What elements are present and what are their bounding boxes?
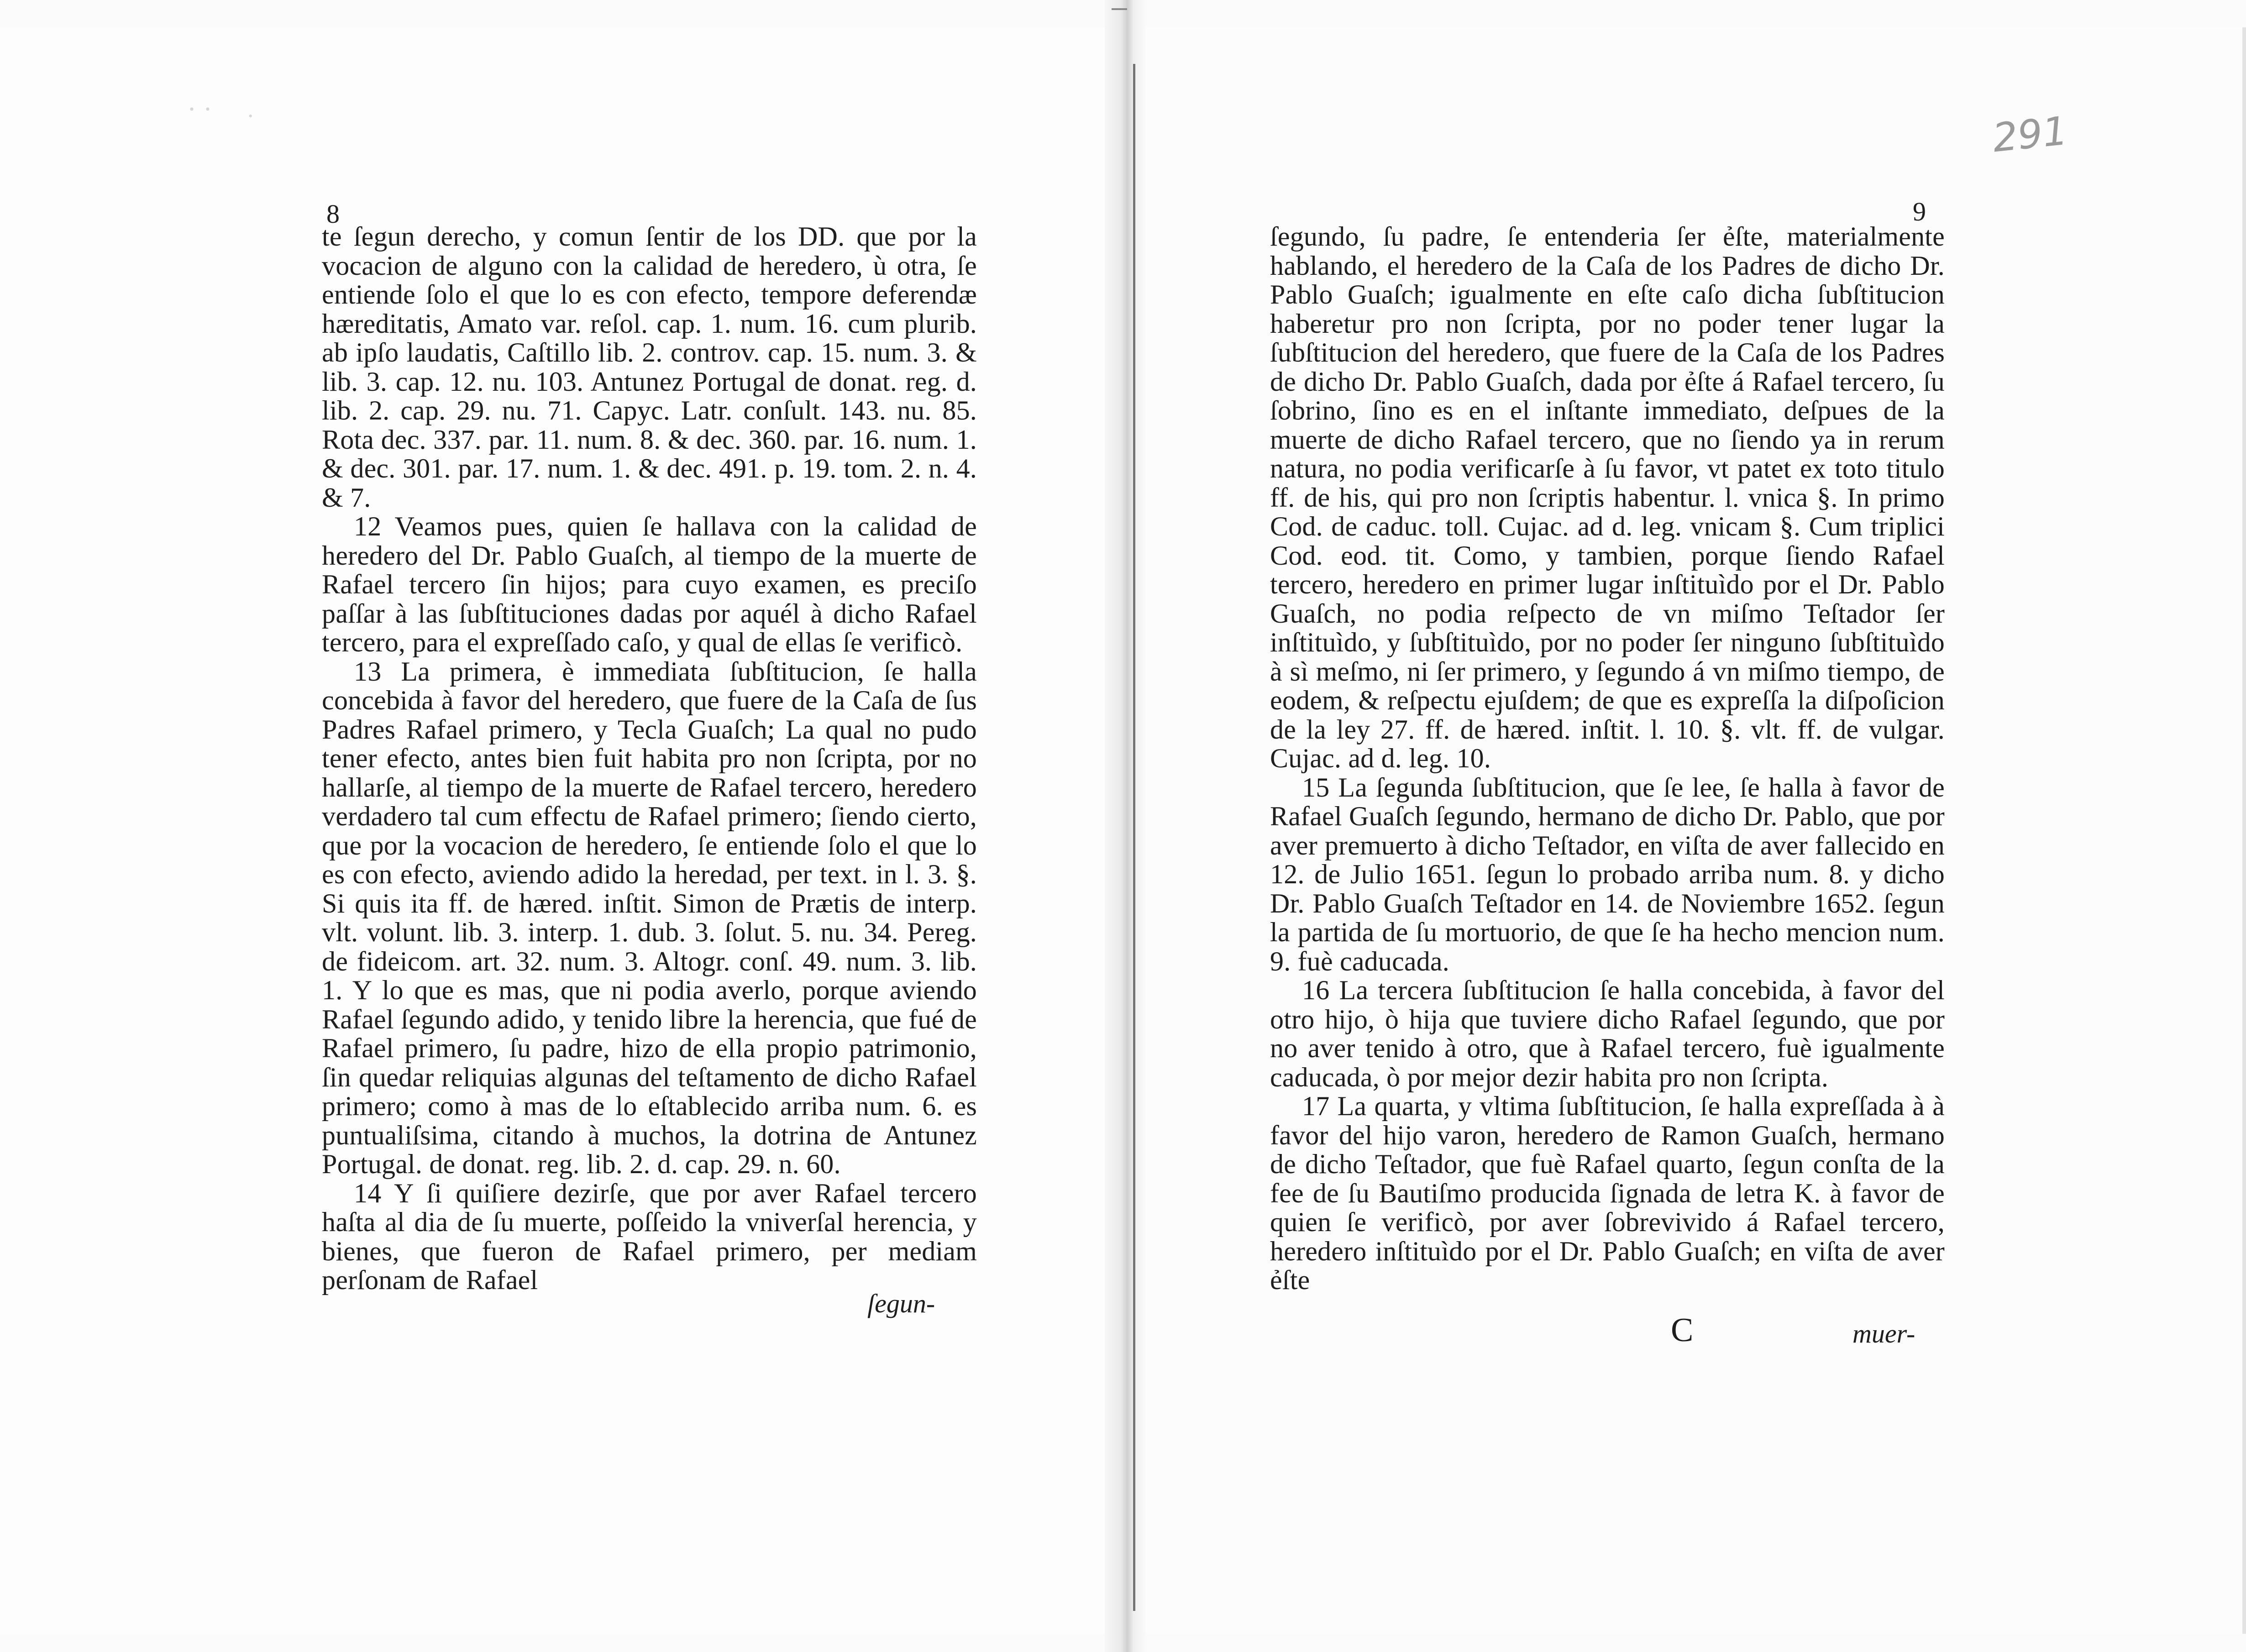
folio-number: 291 xyxy=(1990,108,2070,162)
right-paragraph: 17 La quarta, y vltima ſubſtitucion, ſe halla expreſſada à à favor del hijo varon, heredero de Ramon Guaſch, hermano de dicho Teſtador, que fuè Rafael quarto, ſegun conſta de la fee de ſu Bautiſmo producida ſignada de letra K. à favor de quien ſe verificò, por aver ſobrevivido á Rafael tercero, heredero inſtituìdo por el Dr. Pablo Guaſch; en viſta de aver ẻſte xyxy=(1270,1091,1945,1295)
right-page-number: 9 xyxy=(1913,197,1926,226)
right-paragraph: 16 La tercera ſubſtitucion ſe halla concebida, à favor del otro hijo, ò hija que tuviere dicho Rafael ſegundo, que por no aver tenido à otro, que à Rafael tercero, fuè igualmente caducada, ò por mejor dezir habita pro non ſcripta. xyxy=(1270,975,1945,1092)
left-page-number: 8 xyxy=(326,199,340,229)
gutter-line xyxy=(1133,64,1135,1611)
right-paragraph: ſegundo, ſu padre, ſe entenderia ſer ẻſte, materialmente hablando, el heredero de la Caſa de los Padres de dicho Dr. Pablo Guaſch; igualmente en eſte caſo dicha ſubſtitucion haberetur pro non ſcripta, por no poder tener lugar la ſubſtitucion del heredero, que fuere de la Caſa de los Padres de dicho Dr. Pablo Guaſch, dada por ẻſte á Rafael tercero, ſu ſobrino, ſino es en el inſtante immediato, deſpues de la muerte de dicho Rafael tercero, que no ſiendo ya in rerum natura, no podia verificarſe à ſu favor, vt patet ex toto titulo ff. de his, qui pro non ſcriptis habentur. l. vnica §. In primo Cod. de caduc. toll. Cujac. ad d. leg. vnicam §. Cum triplici Cod. eod. tit. Como, y tambien, porque ſiendo Rafael tercero, heredero en primer lugar inſtituìdo por el Dr. Pablo Guaſch, no podia reſpecto de vn miſmo Teſtador ſer inſtituìdo, y ſubſtituìdo, por no poder ſer ninguno ſubſtituìdo à sì meſmo, ni ſer primero, y ſegundo á vn miſmo tiempo, de eodem, & reſpectu ejuſdem; de que es expreſſa la diſpoſicion de la ley 27. ff. de hæred. inſtit. l. 10. §. vlt. ff. de vulgar. Cujac. ad d. leg. 10. xyxy=(1270,221,1945,773)
left-catchword: ſegun- xyxy=(867,1289,935,1318)
left-paragraph: 14 Y ſi quiſiere dezirſe, que por aver Rafael tercero haſta al dia de ſu muerte, poſſeido la vniverſal herencia, y bienes, que fueron de Rafael primero, per mediam perſonam de Rafael xyxy=(322,1178,977,1295)
left-paragraph: 13 La primera, è immediata ſubſtitucion, ſe halla concebida à favor del heredero, que fuere de la Caſa de ſus Padres Rafael primero, y Tecla Guaſch; La qual no pudo tener efecto, antes bien fuit habita pro non ſcripta, por no hallarſe, al tiempo de la muerte de Rafael tercero, heredero verdadero tal cum effectu de Rafael primero; ſiendo cierto, que por la vocacion de heredero, ſe entiende ſolo el que lo es con efecto, aviendo adido la heredad, per text. in l. 3. §. Si quis ita ff. de hæred. inſtit. Simon de Prætis de interp. vlt. volunt. lib. 3. interp. 1. dub. 3. ſolut. 5. nu. 34. Pereg. de fideicom. art. 32. num. 3. Altogr. conſ. 49. num. 3. lib. 1. Y lo que es mas, que ni podia averlo, porque aviendo Rafael ſegundo adido, y tenido libre la herencia, que fué de Rafael primero, ſu padre, hizo de ella propio patrimonio, ſin quedar reliquias algunas del teſtamento de dicho Rafael primero; como à mas de lo eſtablecido arriba num. 6. es puntualiſsima, citando à muchos, la dotrina de Antunez Portugal. de donat. reg. lib. 2. d. cap. 29. n. 60. xyxy=(322,656,977,1179)
right-catchword: muer- xyxy=(1852,1319,1915,1348)
left-paragraph: te ſegun derecho, y comun ſentir de los DD. que por la vocacion de alguno con la calidad de heredero, ù otra, ſe entiende ſolo el que lo es con efecto, tempore deferendæ hæreditatis, Amato var. reſol. cap. 1. num. 16. cum plurib. ab ipſo laudatis, Caſtillo lib. 2. controv. cap. 15. num. 3. & lib. 3. cap. 12. nu. 103. Antunez Portugal de donat. reg. d. lib. 2. cap. 29. nu. 71. Capyc. Latr. conſult. 143. nu. 85. Rota dec. 337. par. 11. num. 8. & dec. 360. par. 16. num. 1. & dec. 301. par. 17. num. 1. & dec. 491. p. 19. tom. 2. n. 4. & 7. xyxy=(322,221,977,513)
right-paragraph: 15 La ſegunda ſubſtitucion, que ſe lee, ſe halla à favor de Rafael Guaſch ſegundo, hermano de dicho Dr. Pablo, que por aver premuerto à dicho Teſtador, en viſta de aver fallecido en 12. de Julio 1651. ſegun lo probado arriba num. 8. y dicho Dr. Pablo Guaſch Teſtador en 14. de Noviembre 1652. ſegun la partida de ſu mortuorio, de que ſe ha hecho mencion num. 9. fuè caducada. xyxy=(1270,772,1945,976)
top-edge-mark xyxy=(1112,8,1127,10)
left-paragraph: 12 Veamos pues, quien ſe hallava con la calidad de heredero del Dr. Pablo Guaſch, al tiempo de la muerte de Rafael tercero ſin hijos; para cuyo examen, es preciſo paſſar à las ſubſtituciones dadas por aquél à dicho Rafael tercero, para el expreſſado caſo, y qual de ellas ſe verificò. xyxy=(322,511,977,657)
page-edge xyxy=(2242,27,2246,1634)
book-gutter xyxy=(1105,0,1146,1652)
faint-stamp: · · xyxy=(187,94,212,124)
signature-mark: C xyxy=(1671,1311,1694,1349)
left-page-text xyxy=(322,222,977,1295)
right-page-text xyxy=(1270,222,1945,1295)
faint-stamp-2: · xyxy=(247,103,255,129)
